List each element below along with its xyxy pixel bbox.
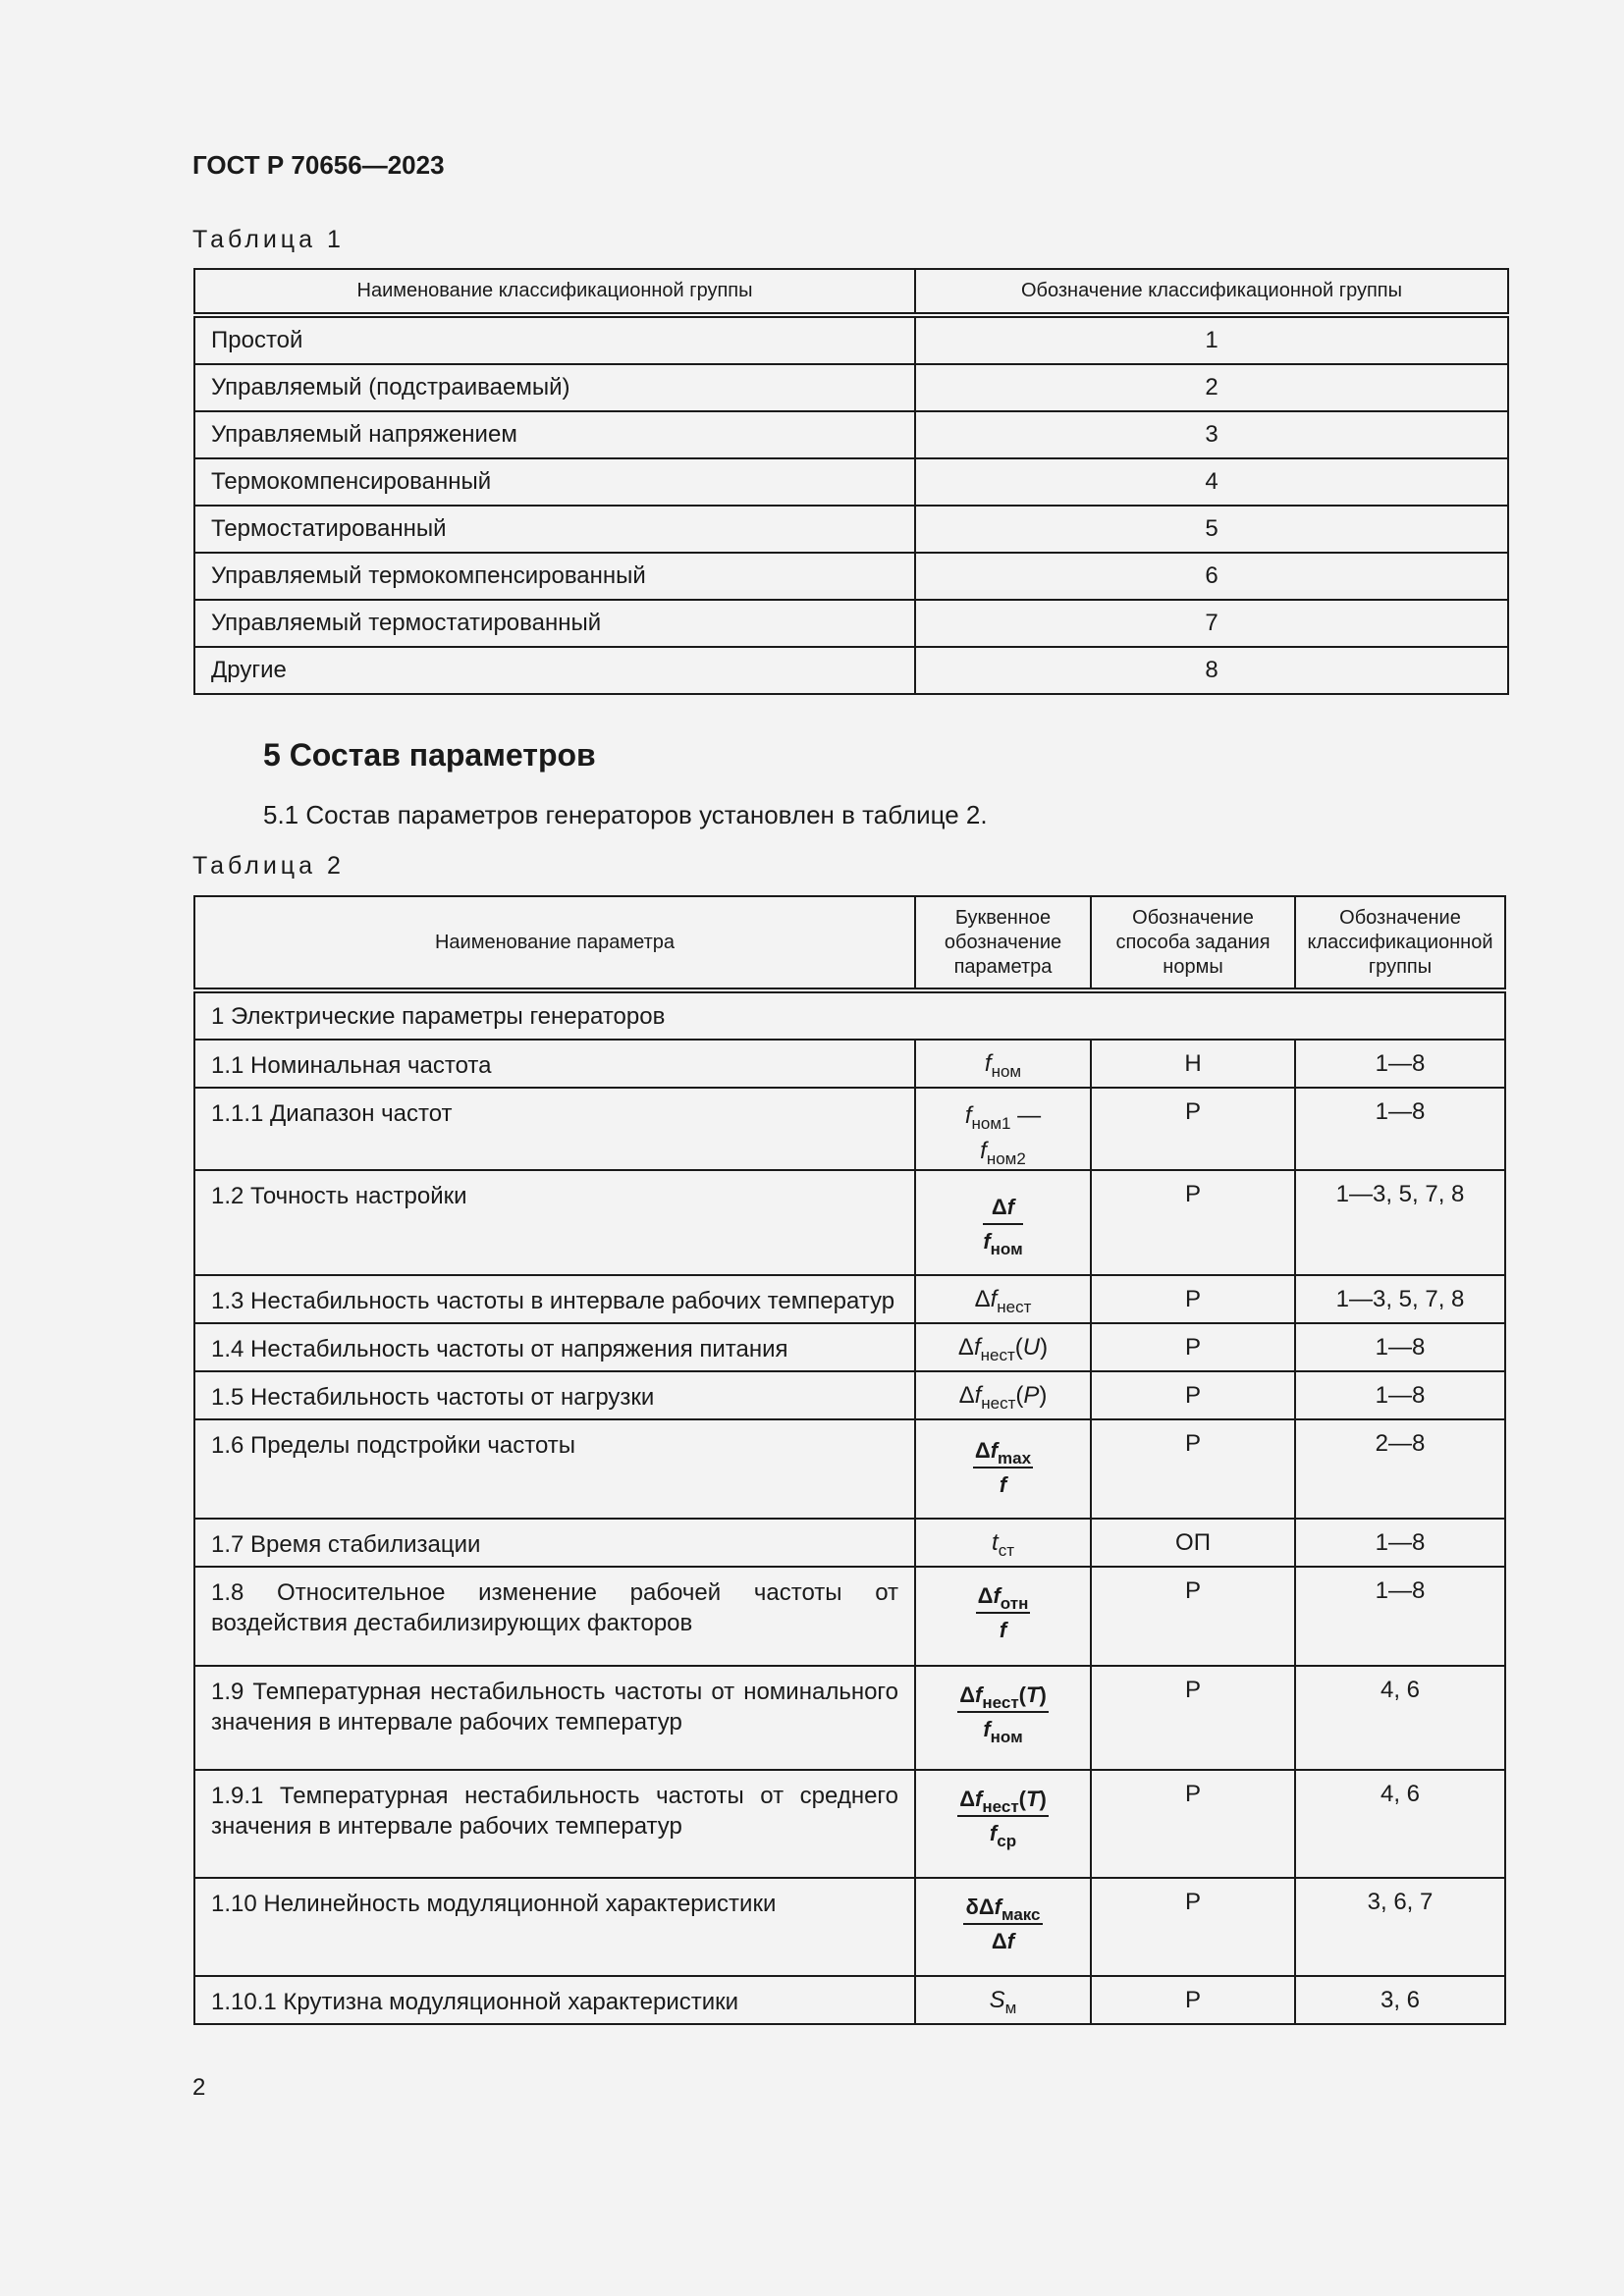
table2-caption: Таблица 2 [192, 852, 345, 880]
norm-method-cell: Р [1091, 1567, 1295, 1666]
parameter-name-cell: 1.4 Нестабильность частоты от напряжения питания [194, 1323, 915, 1371]
table-row [194, 458, 1508, 506]
table-row [194, 1170, 1505, 1275]
symbol-fraction: $\frac{\Delta f_{нест}(T)}{f_{ср}}$ [959, 1787, 1047, 1850]
classification-group-cell: 1—8 [1295, 1088, 1505, 1170]
group-code-cell: 4 [915, 458, 1508, 506]
group-name-cell: Термостатированный [194, 506, 915, 553]
table-row [194, 1040, 1505, 1088]
table-row [194, 315, 1508, 364]
table-row [194, 553, 1508, 600]
group-name-cell: Управляемый термостатированный [194, 600, 915, 647]
norm-method-cell: Р [1091, 1770, 1295, 1878]
parameter-symbol-cell: $\Delta f_{нест}(U)$ [915, 1323, 1091, 1371]
symbol-fraction: $\frac{\Delta f}{f_{ном}}$ [983, 1195, 1023, 1258]
parameter-name-cell: 1.9.1 Температурная нестабильность частоты от среднего значения в интервале рабочих температур [194, 1770, 915, 1878]
norm-method-cell: Н [1091, 1040, 1295, 1088]
table-row [194, 1666, 1505, 1770]
parameter-symbol-cell: $\Delta f_{нест}$ [915, 1275, 1091, 1323]
classification-group-cell: 1—8 [1295, 1567, 1505, 1666]
parameter-symbol-cell [915, 1419, 1091, 1519]
table-header-row [194, 269, 1508, 315]
section-row-title: 1 Электрические параметры генераторов [194, 990, 1505, 1040]
classification-group-cell: 1—8 [1295, 1040, 1505, 1088]
document-code: ГОСТ Р 70656—2023 [192, 150, 445, 180]
parameter-symbol-cell [915, 1878, 1091, 1976]
section-row [194, 990, 1505, 1040]
symbol-fraction: $\frac{\Delta f_{отн}}{f}$ [977, 1583, 1029, 1642]
classification-group-cell: 3, 6 [1295, 1976, 1505, 2024]
group-code-cell: 7 [915, 600, 1508, 647]
parameter-name-cell: 1.6 Пределы подстройки частоты [194, 1419, 915, 1519]
classification-group-cell: 3, 6, 7 [1295, 1878, 1505, 1976]
table-row [194, 1371, 1505, 1419]
table-row [194, 1519, 1505, 1567]
parameter-symbol-cell: $S_м$ [915, 1976, 1091, 2024]
norm-method-cell: Р [1091, 1419, 1295, 1519]
norm-method-cell: Р [1091, 1275, 1295, 1323]
group-name-cell: Простой [194, 315, 915, 364]
table-row [194, 1567, 1505, 1666]
parameter-symbol-cell [915, 1567, 1091, 1666]
group-name-cell: Термокомпенсированный [194, 458, 915, 506]
table-row [194, 647, 1508, 694]
parameter-name-cell: 1.10 Нелинейность модуляционной характеристики [194, 1878, 915, 1976]
classification-groups-table [193, 268, 1509, 695]
group-name-cell: Управляемый термокомпенсированный [194, 553, 915, 600]
group-name-cell: Управляемый напряжением [194, 411, 915, 458]
group-code-cell: 5 [915, 506, 1508, 553]
norm-method-cell: ОП [1091, 1519, 1295, 1567]
norm-method-cell: Р [1091, 1088, 1295, 1170]
column-header-group-name: Наименование классификационной группы [194, 269, 915, 315]
table-header-row [194, 896, 1505, 990]
group-code-cell: 1 [915, 315, 1508, 364]
table-row [194, 1419, 1505, 1519]
classification-group-cell: 2—8 [1295, 1419, 1505, 1519]
parameter-symbol-cell: $\Delta f_{нест}(P)$ [915, 1371, 1091, 1419]
classification-group-cell: 1—3, 5, 7, 8 [1295, 1170, 1505, 1275]
parameter-name-cell: 1.1 Номинальная частота [194, 1040, 915, 1088]
parameter-symbol-cell [915, 1770, 1091, 1878]
table-row [194, 364, 1508, 411]
table-row [194, 1976, 1505, 2024]
symbol-line: $f_{ном2}$ [980, 1138, 1026, 1168]
norm-method-cell: Р [1091, 1170, 1295, 1275]
parameter-name-cell: 1.1.1 Диапазон частот [194, 1088, 915, 1170]
parameter-name-cell: 1.8 Относительное изменение рабочей частоты от воздействия дестабилизирующих факторов [194, 1567, 915, 1666]
symbol-fraction: $\frac{\Delta f_{max}}{f}$ [974, 1438, 1032, 1497]
norm-method-cell: Р [1091, 1976, 1295, 2024]
parameter-symbol-cell [915, 1170, 1091, 1275]
group-code-cell: 8 [915, 647, 1508, 694]
group-name-cell: Другие [194, 647, 915, 694]
table-row [194, 506, 1508, 553]
classification-group-cell: 4, 6 [1295, 1770, 1505, 1878]
table-row [194, 1323, 1505, 1371]
classification-group-cell: 1—8 [1295, 1323, 1505, 1371]
column-header-norm-method: Обозначение способа задания нормы [1091, 896, 1295, 990]
parameters-table [193, 895, 1506, 2025]
classification-group-cell: 1—3, 5, 7, 8 [1295, 1275, 1505, 1323]
symbol-fraction: $\frac{\delta\Delta f_{макс}}{\Delta f}$ [965, 1895, 1041, 1953]
group-code-cell: 3 [915, 411, 1508, 458]
symbol-line: $f_{ном1}$ — [964, 1102, 1042, 1133]
classification-group-cell: 1—8 [1295, 1519, 1505, 1567]
table-row [194, 1088, 1505, 1170]
column-header-classification-group: Обозначение классификационной группы [1295, 896, 1505, 990]
table-row [194, 411, 1508, 458]
table-row [194, 600, 1508, 647]
parameter-symbol-cell [915, 1666, 1091, 1770]
symbol-fraction: $\frac{\Delta f_{нест}(T)}{f_{ном}}$ [959, 1682, 1047, 1746]
group-name-cell: Управляемый (подстраиваемый) [194, 364, 915, 411]
norm-method-cell: Р [1091, 1371, 1295, 1419]
column-header-group-code: Обозначение классификационной группы [915, 269, 1508, 315]
table-row [194, 1275, 1505, 1323]
classification-group-cell: 4, 6 [1295, 1666, 1505, 1770]
parameter-symbol-cell: $t_{ст}$ [915, 1519, 1091, 1567]
parameter-name-cell: 1.9 Температурная нестабильность частоты от номинального значения в интервале рабочих температур [194, 1666, 915, 1770]
classification-group-cell: 1—8 [1295, 1371, 1505, 1419]
norm-method-cell: Р [1091, 1878, 1295, 1976]
group-code-cell: 6 [915, 553, 1508, 600]
page-number: 2 [192, 2074, 206, 2101]
parameter-name-cell: 1.2 Точность настройки [194, 1170, 915, 1275]
section-heading: 5 Состав параметров [263, 737, 596, 773]
parameter-name-cell: 1.3 Нестабильность частоты в интервале рабочих температур [194, 1275, 915, 1323]
column-header-letter-symbol: Буквенное обозначение параметра [915, 896, 1091, 990]
section-paragraph: 5.1 Состав параметров генераторов установлен в таблице 2. [263, 800, 988, 829]
norm-method-cell: Р [1091, 1323, 1295, 1371]
parameter-name-cell: 1.5 Нестабильность частоты от нагрузки [194, 1371, 915, 1419]
parameter-symbol-cell: $f_{ном}$ [915, 1040, 1091, 1088]
table-row [194, 1878, 1505, 1976]
table1-caption: Таблица 1 [192, 226, 345, 253]
parameter-name-cell: 1.7 Время стабилизации [194, 1519, 915, 1567]
parameter-name-cell: 1.10.1 Крутизна модуляционной характеристики [194, 1976, 915, 2024]
table-row [194, 1770, 1505, 1878]
parameter-symbol-cell [915, 1088, 1091, 1170]
norm-method-cell: Р [1091, 1666, 1295, 1770]
group-code-cell: 2 [915, 364, 1508, 411]
column-header-parameter-name: Наименование параметра [194, 896, 915, 990]
